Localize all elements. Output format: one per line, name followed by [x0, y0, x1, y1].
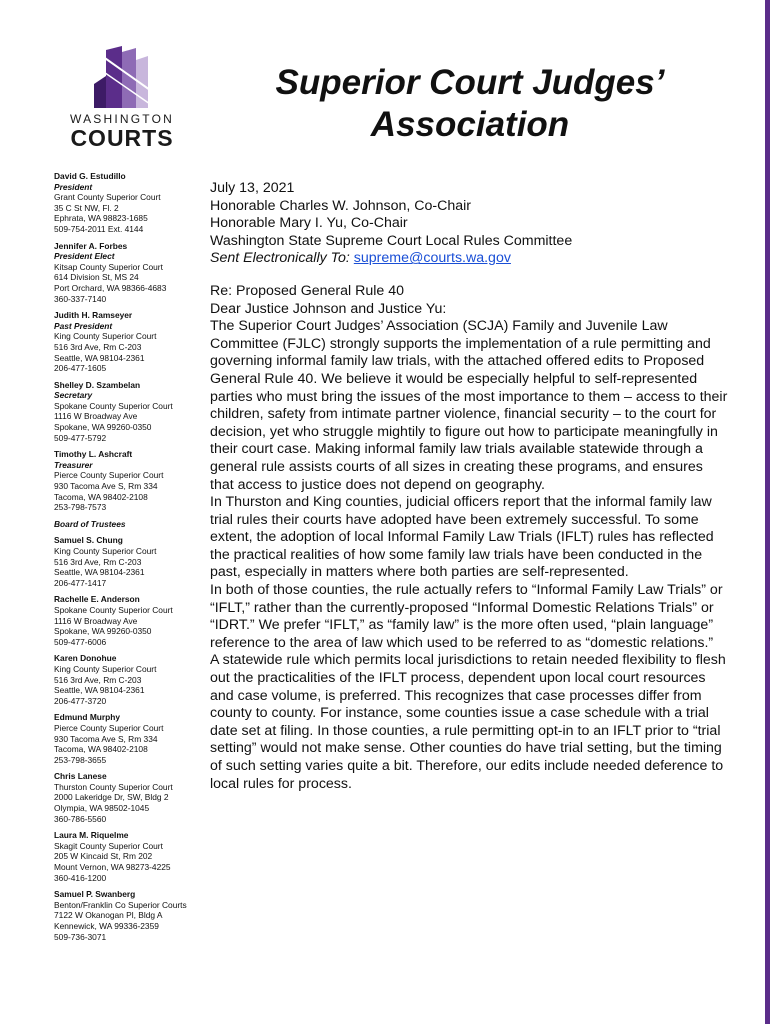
contact-line: Kennewick, WA 99336-2359: [54, 921, 159, 931]
officer-entry: [54, 171, 204, 235]
contact-line: 930 Tacoma Ave S, Rm 334: [54, 733, 158, 744]
contact-line: Skagit County Superior Court: [54, 840, 163, 851]
person-name: Jennifer A. Forbes: [54, 240, 128, 251]
contact-line: 1116 W Broadway Ave: [54, 615, 138, 626]
person-name: Laura M. Riquelme: [54, 830, 129, 841]
logo-washington-text: WASHINGTON: [69, 112, 174, 126]
officer-entry: [54, 241, 204, 305]
letter-date: July 13, 2021: [210, 180, 295, 196]
body-paragraph: A statewide rule which permits local jurisdictions to retain needed flexibility to flesh out the practicalities of the IFLT process, dependent upon local court resources and case volume, is preferred. This recognizes that case processes differ from county to county. For instance, some counties issue a case schedule with a trial date set at filing. In those counties, a rule permitting opt-in to an IFLT prior to “trial setting” would not make sense. Other counties do have trial setting, but the timing of such setting varies quite a bit. Therefore, our edits include needed deference to local rules for process.: [210, 652, 726, 792]
contact-line: 516 3rd Ave, Rm C-203: [54, 341, 142, 352]
contact-line: Spokane County Superior Court: [54, 604, 173, 615]
board-of-trustees-heading: Board of Trustees: [54, 518, 126, 529]
contact-line: 1116 W Broadway Ave: [54, 411, 138, 422]
contact-line: Pierce County Superior Court: [54, 722, 164, 733]
sent-electronically-line: [210, 250, 730, 268]
contact-line: 509-477-5792: [54, 432, 107, 443]
contact-line: King County Superior Court: [54, 331, 157, 342]
email-link[interactable]: supreme@courts.wa.gov: [353, 250, 511, 267]
contact-line: Grant County Superior Court: [54, 192, 161, 203]
officer-entry: [54, 380, 204, 444]
contact-line: Port Orchard, WA 98366-4683: [54, 282, 167, 293]
contact-line: 35 C St NW, Fl. 2: [54, 202, 119, 213]
trustee-entry: [54, 712, 204, 765]
contact-line: 509-736-3071: [54, 931, 107, 942]
person-role: Past President: [54, 320, 113, 331]
person-name: Shelley D. Szambelan: [54, 379, 141, 390]
addressee-block: [210, 198, 730, 268]
contact-line: King County Superior Court: [54, 546, 157, 556]
trustee-entry: [54, 771, 204, 824]
officer-entry: [54, 310, 204, 374]
contact-line: Spokane, WA 99260-0350: [54, 422, 152, 433]
contact-line: Thurston County Superior Court: [54, 781, 173, 792]
contact-line: Seattle, WA 98104-2361: [54, 685, 145, 696]
person-name: Samuel P. Swanberg: [54, 889, 136, 900]
contact-line: Seattle, WA 98104-2361: [54, 352, 145, 363]
person-name: Karen Donohue: [54, 653, 117, 664]
contact-line: Spokane, WA 99260-0350: [54, 626, 152, 637]
person-name: Edmund Murphy: [54, 712, 121, 723]
person-role: Secretary: [54, 390, 93, 401]
addressee-line: Honorable Charles W. Johnson, Co-Chair: [210, 197, 472, 214]
body-paragraph: In Thurston and King counties, judicial officers report that the informal family law trial rules their courts have adopted have been extremely successful. To some extent, the adoption of local Informal Family Law Trials (IFLT) rules has reflected the practical realities of how some family law trials have been conducted in the past, especially in matters where both parties are self-represented.: [210, 494, 714, 581]
person-role: President: [54, 181, 93, 192]
person-name: Judith H. Ramseyer: [54, 310, 133, 321]
contact-line: Spokane County Superior Court: [54, 400, 173, 411]
trustee-entry: [54, 830, 204, 883]
contact-line: 206-477-1417: [54, 577, 107, 588]
contact-line: 516 3rd Ave, Rm C-203: [54, 674, 142, 685]
contact-line: 205 W Kincaid St, Rm 202: [54, 851, 153, 862]
letter-body: [210, 180, 730, 793]
trustee-entry: [54, 889, 204, 942]
trustee-entry: [54, 594, 204, 647]
contact-line: Tacoma, WA 98402-2108: [54, 744, 148, 755]
addressee-line: Washington State Supreme Court Local Rules Committee: [210, 232, 573, 249]
contact-line: Tacoma, WA 98402-2108: [54, 491, 148, 502]
contact-line: 360-786-5560: [54, 813, 107, 824]
washington-courts-logo: [66, 46, 181, 150]
body-paragraph: In both of those counties, the rule actually refers to “Informal Family Law Trials” or “IFLT,” rather than the currently-proposed “Informal Domestic Relations Trials” or “IDRT.” We prefer “IFLT,” as “family law” is the more often used, “plain language” reference to the area of law which used to be referred to as “domestic relations.”: [210, 582, 723, 651]
salutation: Dear Justice Johnson and Justice Yu:: [210, 300, 447, 317]
person-name: Rachelle E. Anderson: [54, 594, 140, 605]
contact-line: 253-798-7573: [54, 502, 107, 513]
contact-line: 253-798-3655: [54, 754, 107, 765]
officer-entry: [54, 449, 204, 513]
contact-line: 360-416-1200: [54, 872, 107, 883]
trustee-entry: [54, 653, 204, 706]
contact-line: Mount Vernon, WA 98273-4225: [54, 862, 171, 873]
contact-line: 2000 Lakeridge Dr, SW, Bldg 2: [54, 792, 169, 803]
logo-courts-text: COURTS: [70, 125, 174, 151]
re-line: Re: Proposed General Rule 40: [210, 282, 405, 299]
person-name: Chris Lanese: [54, 771, 107, 782]
person-name: Samuel S. Chung: [54, 535, 123, 546]
person-role: President Elect: [54, 251, 115, 262]
person-name: Timothy L. Ashcraft: [54, 449, 133, 460]
contact-line: Pierce County Superior Court: [54, 470, 164, 481]
courts-emblem-icon: [92, 46, 152, 108]
trustee-entry: [54, 535, 204, 588]
right-edge-bar: [765, 0, 770, 1024]
contact-line: Olympia, WA 98502-1045: [54, 803, 150, 814]
contact-line: 930 Tacoma Ave S, Rm 334: [54, 481, 158, 492]
officers-sidebar: [54, 171, 204, 948]
person-role: Treasurer: [54, 459, 93, 470]
sent-label: Sent Electronically To:: [210, 250, 354, 267]
contact-line: Seattle, WA 98104-2361: [54, 567, 145, 578]
person-name: David G. Estudillo: [54, 171, 126, 181]
contact-line: 516 3rd Ave, Rm C-203: [54, 556, 142, 567]
contact-line: 206-477-1605: [54, 363, 107, 374]
body-paragraph: The Superior Court Judges’ Association (SCJA) Family and Juvenile Law Committee (FJLC) strongly supports the implementation of a rule permitting and governing informal family law trials, with the attached offered edits to Proposed General Rule 40. We believe it would be especially helpful to self-represented parties who must bring the issues of the most importance to them – access to their children, safety from intimate partner violence, financial security – to the court for decision, yet who struggle mightily to figure out how to participate meaningfully in their court case. Making informal family law trials available statewide through a general rule assists courts of all sizes in creating these programs, and ensures that access to justice does not depend on geography.: [210, 318, 728, 493]
contact-line: 360-337-7140: [54, 293, 107, 304]
contact-line: Benton/Franklin Co Superior Courts: [54, 899, 187, 910]
contact-line: 509-477-6006: [54, 636, 107, 647]
contact-line: Kitsap County Superior Court: [54, 261, 163, 272]
contact-line: 509-754-2011 Ext. 4144: [54, 223, 144, 234]
contact-line: 206-477-3720: [54, 695, 107, 706]
contact-line: 614 Division St, MS 24: [54, 272, 139, 283]
addressee-line: Honorable Mary I. Yu, Co-Chair: [210, 215, 408, 232]
contact-line: 7122 W Okanogan Pl, Bldg A: [54, 910, 163, 921]
contact-line: Ephrata, WA 98823-1685: [54, 213, 148, 224]
contact-line: King County Superior Court: [54, 663, 157, 674]
page-title: Superior Court Judges’ Association: [275, 63, 665, 144]
